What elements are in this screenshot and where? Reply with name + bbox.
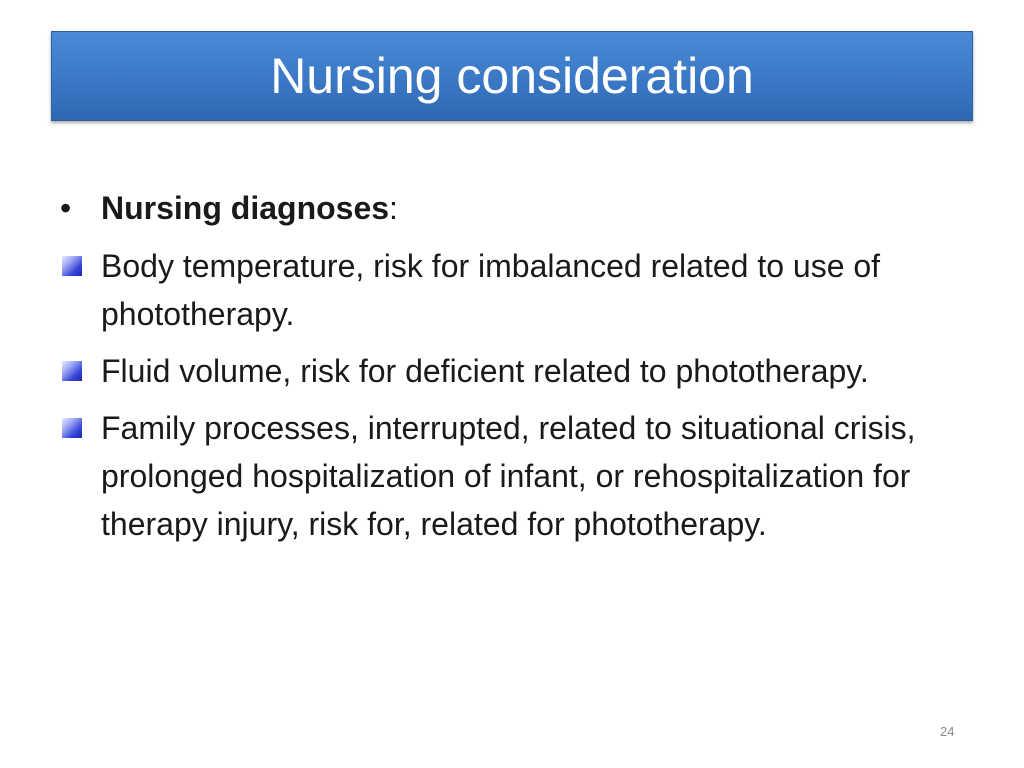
- page-number: 24: [940, 724, 955, 739]
- diagnosis-item: [60, 404, 960, 548]
- heading-label: Nursing diagnoses: [101, 190, 390, 226]
- diagnosis-text: Family processes, interrupted, related to situational crisis, prolonged hospitalization of infant, or rehospitalization for therapy injury, risk for, related for phototherapy.: [101, 410, 916, 542]
- title-banner: [51, 31, 973, 121]
- square-bullet-icon: [62, 361, 82, 381]
- square-bullet-icon: [62, 256, 82, 276]
- diagnosis-item: [60, 242, 960, 338]
- diagnosis-text: Body temperature, risk for imbalanced related to use of phototherapy.: [101, 248, 881, 332]
- diagnosis-text: Fluid volume, risk for deficient related to phototherapy.: [101, 353, 869, 389]
- square-bullet-icon: [62, 418, 82, 438]
- diagnosis-item: [60, 347, 960, 395]
- heading-colon: :: [389, 190, 398, 226]
- slide-title: Nursing consideration: [270, 48, 754, 104]
- diagnoses-heading: [60, 184, 960, 232]
- round-bullet-icon: •: [60, 190, 72, 226]
- slide-content: [60, 184, 960, 557]
